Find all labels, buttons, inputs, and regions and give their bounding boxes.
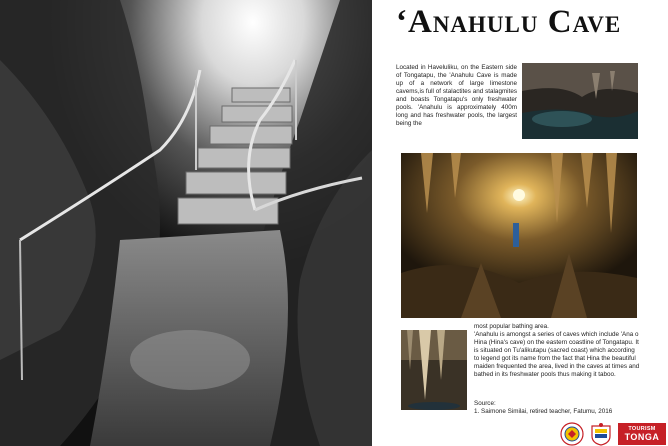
intro-paragraph: Located in Haveluliku, on the Eastern side of Tongatapu, the 'Anahulu Cave is made up of a network of large limestone cavems,is full of stalactites and stalagmites and boasts Tongatapu's only freshwater pools. 'Anahulu is approximately 400m long and has freshwater pools, the largest being the <box>396 64 517 127</box>
seal-logo <box>560 422 584 446</box>
history-line: most popular bathing area. <box>474 323 549 330</box>
sponsor-logos <box>560 422 668 446</box>
history-line: 'Anahulu is amongst a series of caves which include 'Ana o Hina (Hina's cave) on the eastern coastline of Tongatapu. It is situated on Tu'alikutapu (sacred coast) which according to legend got its name from the fact that Hina the beautiful maiden frequented the area, lived in the caves at times and bathed in its freshwater pools thus making it taboo. <box>474 331 640 378</box>
cave-interior-photo <box>401 153 637 318</box>
source-entry: 1. Saimone Similai, retired teacher, Fatumu, 2016 <box>474 408 613 415</box>
tourism-logo-top: TOURISM <box>628 426 656 432</box>
source-label: Source: <box>474 400 496 407</box>
crest-logo <box>590 422 612 446</box>
tourism-tonga-logo <box>618 423 666 445</box>
history-paragraph <box>474 323 640 395</box>
source-citation <box>474 400 640 420</box>
tourism-logo-bottom: TONGA <box>624 432 660 442</box>
cave-pool-photo <box>522 63 638 139</box>
stalactite-photo <box>401 330 467 410</box>
page-title: ‘Anahulu Cave <box>396 4 622 40</box>
